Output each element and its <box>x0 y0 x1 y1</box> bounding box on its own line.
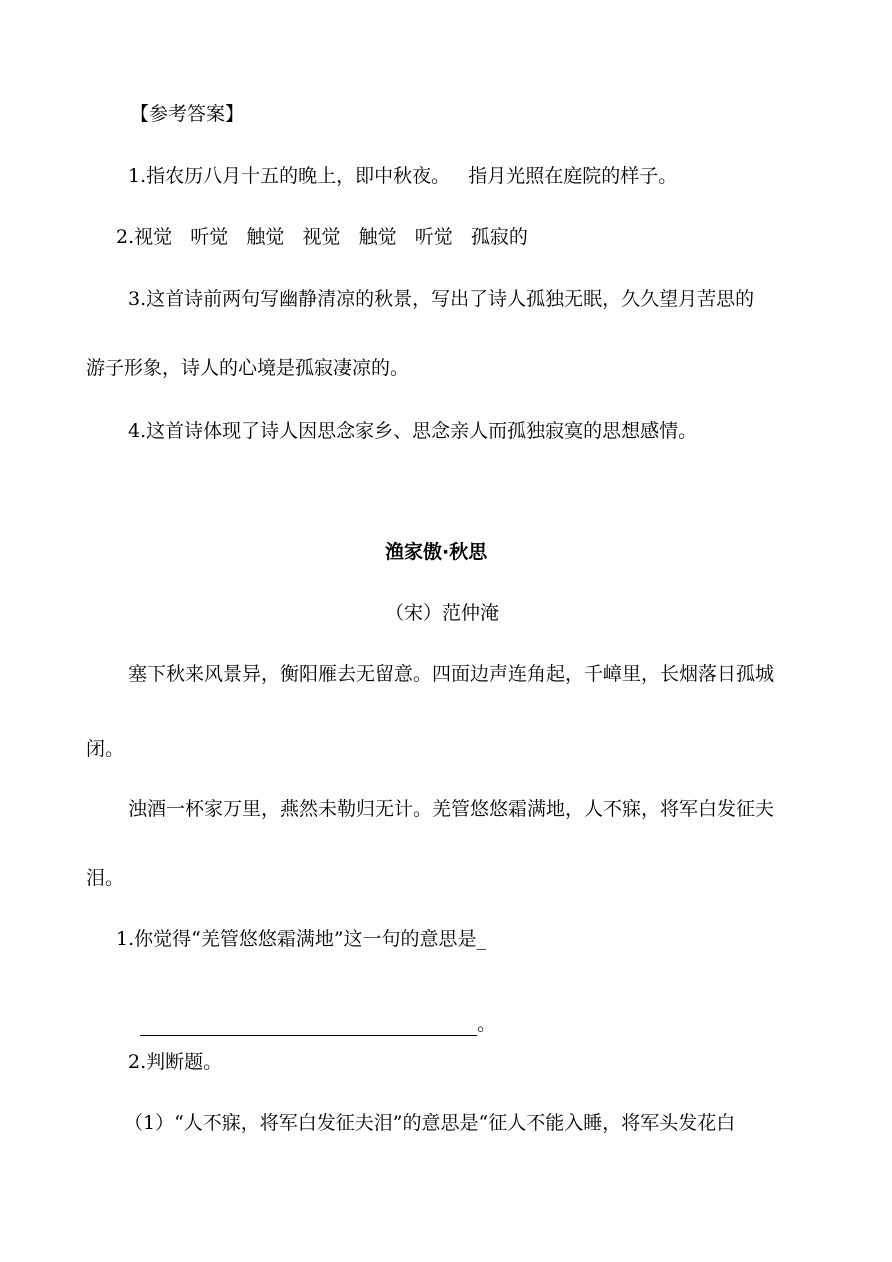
question-2-1: （1）“人不寐，将军白发征夫泪”的意思是“征人不能入睡，将军头发花白 <box>124 1112 736 1134</box>
answers-heading: 【参考答案】 <box>130 103 245 125</box>
poem-stanza-2-line-2: 泪。 <box>86 867 125 889</box>
answer-4: 4.这首诗体现了诗人因思念家乡、思念亲人而孤独寂寞的思想感情。 <box>128 420 698 442</box>
question-1-end: 。 <box>477 1013 497 1035</box>
poem-stanza-1-line-2: 闭。 <box>86 738 125 760</box>
answer-1: 1.指农历八月十五的晚上，即中秋夜。 指月光照在庭院的样子。 <box>128 165 678 187</box>
poem-author: （宋）范仲淹 <box>385 602 500 624</box>
question-2: 2.判断题。 <box>128 1051 223 1073</box>
poem-stanza-2-line-1: 浊酒一杯家万里，燕然未勒归无计。羌管悠悠霜满地，人不寐，将军白发征夫 <box>128 798 775 820</box>
answer-2: 2.视觉 听觉 触觉 视觉 触觉 听觉 孤寂的 <box>116 226 528 248</box>
answer-3-line-1: 3.这首诗前两句写幽静清凉的秋景，写出了诗人孤独无眠，久久望月苦思的 <box>128 288 755 310</box>
question-1-answer-line <box>128 988 496 1036</box>
poem-title: 渔家傲·秋思 <box>385 541 488 563</box>
answer-blank <box>140 1015 477 1036</box>
poem-stanza-1-line-1: 塞下秋来风景异，衡阳雁去无留意。四面边声连角起，千嶂里，长烟落日孤城 <box>128 663 775 685</box>
question-1: 1.你觉得“羌管悠悠霜满地”这一句的意思是_ <box>116 928 487 950</box>
answer-3-line-2: 游子形象，诗人的心境是孤寂凄凉的。 <box>86 357 410 379</box>
